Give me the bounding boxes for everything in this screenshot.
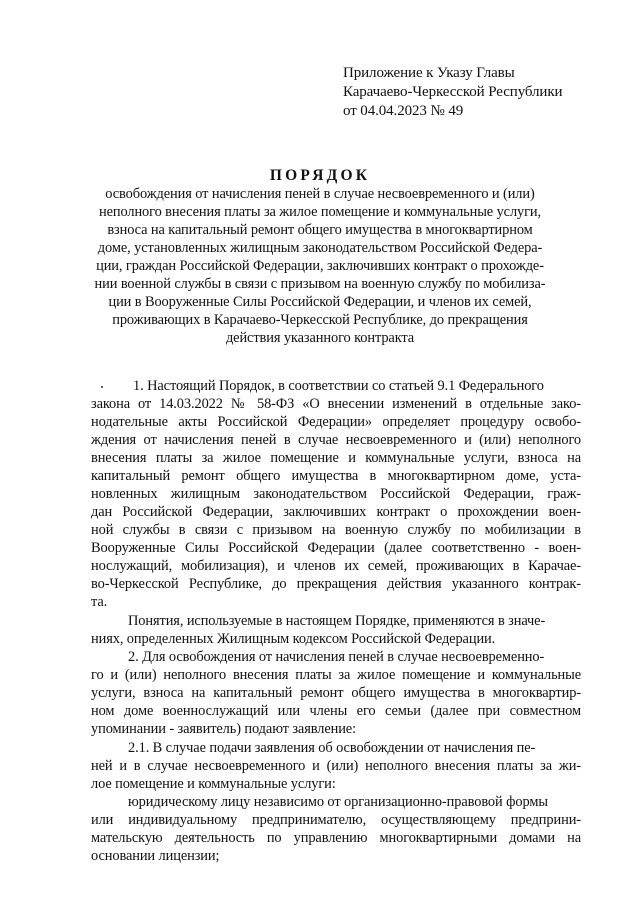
paragraph-line: го и (или) неполного внесения платы за жилое помещение и коммунальные xyxy=(91,667,581,683)
paragraph-line: Понятия, используемые в настоящем Порядке, применяются в значе- xyxy=(128,613,546,629)
paragraph-line: упоминании - заявитель) подают заявление: xyxy=(91,721,356,737)
paragraph-line: ниях, определенных Жилищным кодексом Российской Федерации. xyxy=(91,631,496,647)
paragraph-line: во-Черкесской Республике, до прекращения действия указанного контрак- xyxy=(91,576,581,592)
paragraph-line: капитальный ремонт общего имущества в многоквартирном доме, уста- xyxy=(91,468,581,484)
paragraph-line: нодательные акты Российской Федерации» определяет процедуру освобо- xyxy=(91,414,581,430)
paragraph-line: дан Российской Федерации, заключивших контракт о прохождении воен- xyxy=(91,504,581,520)
paragraph-line: нослужащий, мобилизация), и членов их семей, проживающих в Карачае- xyxy=(91,558,581,574)
appendix-line-2: Карачаево-Черкесской Республики xyxy=(343,84,563,100)
scan-speck xyxy=(101,386,103,388)
paragraph-line: новленных жилищным законодательством Российской Федерации, граж- xyxy=(91,486,581,502)
paragraph-line: услуги, взноса на капитальный ремонт общего имущества в многоквартир- xyxy=(91,685,581,701)
subtitle-line: ции, граждан Российской Федерации, заключивших контракт о прохожде- xyxy=(96,258,544,274)
paragraph-line: 1. Настоящий Порядок, в соответствии со статьей 9.1 Федерального xyxy=(133,378,544,394)
subtitle-line: действия указанного контракта xyxy=(225,330,415,346)
subtitle-line: неполного внесения платы за жилое помещение и коммунальные услуги, xyxy=(98,204,542,220)
paragraph-line: юридическому лицу независимо от организационно-правовой формы xyxy=(128,794,548,810)
subtitle-line: нии военной службы в связи с призывом на военную службу по мобилиза- xyxy=(94,276,546,292)
paragraph-line: та. xyxy=(91,594,108,610)
paragraph-line: ной службы в связи с призывом на военную службу по мобилизации в xyxy=(91,522,581,538)
paragraph-line: ждения от начисления пеней в случае несвоевременного и (или) неполного xyxy=(91,432,581,448)
appendix-line-3: от 04.04.2023 № 49 xyxy=(343,103,464,119)
paragraph-line: закона от 14.03.2022 № 58-ФЗ «О внесении изменений в отдельные зако- xyxy=(91,396,581,412)
document-title: ПОРЯДОК xyxy=(269,167,371,184)
paragraph-line: мательскую деятельность по управлению многоквартирными домами на xyxy=(91,830,581,846)
subtitle-line: доме, установленных жилищным законодательством Российской Федера- xyxy=(97,240,543,256)
paragraph-line: или индивидуальному предпринимателю, осуществляющему предприни- xyxy=(91,812,581,828)
paragraph-line: 2.1. В случае подачи заявления об освобождении от начисления пе- xyxy=(128,740,536,756)
paragraph-line: ном доме военнослужащий или члены его семьи (далее при совместном xyxy=(91,703,581,719)
subtitle-line: взноса на капитальный ремонт общего имущества в многоквартирном xyxy=(107,222,533,238)
paragraph-line: основании лицензии; xyxy=(91,848,220,864)
subtitle-line: освобождения от начисления пеней в случае несвоевременного и (или) xyxy=(105,186,535,202)
paragraph-line: Вооруженные Силы Российской Федерации (далее соответственно - воен- xyxy=(91,540,581,556)
subtitle-line: ции в Вооруженные Силы Российской Федерации, и членов их семей, xyxy=(108,294,532,310)
paragraph-line: лое помещение и коммунальные услуги: xyxy=(91,776,336,792)
paragraph-line: 2. Для освобождения от начисления пеней в случае несвоевременно- xyxy=(128,649,545,665)
subtitle-line: проживающих в Карачаево-Черкесской Республике, до прекращения xyxy=(112,312,528,328)
paragraph-line: внесения платы за жилое помещение и коммунальные услуги, взноса на xyxy=(91,450,581,466)
paragraph-line: ней и в случае несвоевременного и (или) неполного внесения платы за жи- xyxy=(91,758,581,774)
appendix-line-1: Приложение к Указу Главы xyxy=(343,65,515,81)
